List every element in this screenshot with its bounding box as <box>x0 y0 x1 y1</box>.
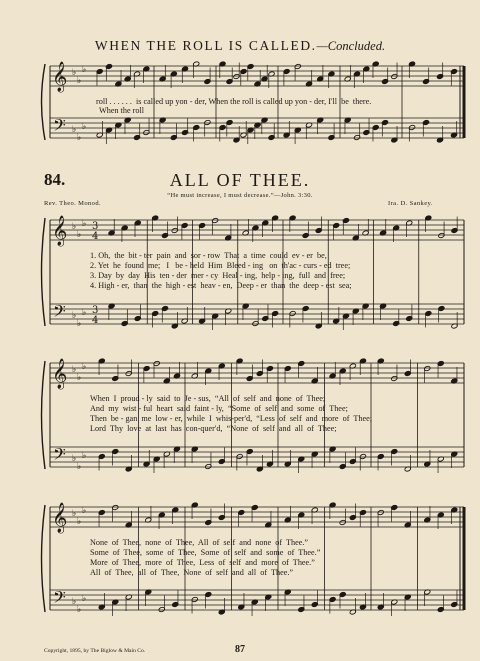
copyright-notice: Copyright, 1895, by The Biglow & Main Co. <box>44 648 146 654</box>
time-signature: 4 <box>92 231 99 242</box>
verse-line: 2. Yet he found me; I be - held Him Bleed - ing on th'ac - curs - ed tree; <box>90 261 351 270</box>
treble-clef-icon: 𝄞 <box>52 62 68 92</box>
flat-icon: ♭ <box>72 365 77 375</box>
flat-icon: ♭ <box>77 76 82 86</box>
hymn-author: Rev. Theo. Monod. <box>44 200 101 207</box>
top-lyric-line: roll . . . . . . is called up yon - der, When the roll is called up yon - der, I'll be there. <box>96 97 372 106</box>
verse-line: 4. High - er, than the high - est heav - en, Deep - er than the deep - est sea; <box>90 281 352 290</box>
flat-icon: ♭ <box>82 594 87 604</box>
verse-line: Then be - gan me low - er, while I whis-per'd, “Less of self and more of Thee; <box>90 414 373 423</box>
treble-clef-icon: 𝄞 <box>52 359 68 389</box>
bass-clef-icon: 𝄢 <box>53 115 66 139</box>
verse-line: Lord Thy love at last has con-quer'd, “None of self and all of Thee; <box>90 424 337 433</box>
flat-icon: ♭ <box>77 133 82 143</box>
verse-line: And my wist - ful heart said faint - ly, “Some of self and some of Thee; <box>90 404 348 413</box>
continued-hymn-name: WHEN THE ROLL IS CALLED. <box>94 38 317 53</box>
bass-clef-icon: 𝄢 <box>53 444 66 468</box>
hymn-number: 84. <box>44 170 66 189</box>
flat-icon: ♭ <box>72 311 77 321</box>
brace <box>42 64 46 140</box>
flat-icon: ♭ <box>72 597 77 607</box>
time-signature: 3 <box>92 305 99 316</box>
concluded-label: —Concluded. <box>316 39 386 53</box>
flat-icon: ♭ <box>77 373 82 383</box>
flat-icon: ♭ <box>72 454 77 464</box>
flat-icon: ♭ <box>82 451 87 461</box>
time-signature: 3 <box>92 221 99 232</box>
brace <box>42 505 46 612</box>
page-number: 87 <box>235 644 245 655</box>
verse-line: When I proud - ly said to Je - sus, “All of self and none of Thee; <box>90 394 326 403</box>
bass-clef-icon: 𝄢 <box>53 587 66 611</box>
flat-icon: ♭ <box>72 68 77 78</box>
bass-clef-icon: 𝄢 <box>53 301 66 325</box>
treble-clef-icon: 𝄞 <box>52 216 68 246</box>
brace <box>42 361 46 469</box>
scripture-epigraph: “He must increase, I must decrease.”—John. 3:30. <box>167 192 313 199</box>
flat-icon: ♭ <box>77 319 82 329</box>
refrain-line: None of Thee, none of Thee, All of self and none of Thee.” <box>90 538 309 547</box>
flat-icon: ♭ <box>82 308 87 318</box>
flat-icon: ♭ <box>82 506 87 516</box>
flat-icon: ♭ <box>72 125 77 135</box>
refrain-line: More of Thee, more of Thee, Less of self and more of Thee.” <box>90 558 315 567</box>
hymn-title: ALL OF THEE. <box>169 170 311 190</box>
time-signature: 4 <box>92 315 99 326</box>
flat-icon: ♭ <box>77 605 82 615</box>
treble-clef-icon: 𝄞 <box>52 503 68 533</box>
continued-hymn-title <box>0 38 480 54</box>
flat-icon: ♭ <box>82 362 87 372</box>
flat-icon: ♭ <box>82 122 87 132</box>
flat-icon: ♭ <box>82 65 87 75</box>
flat-icon: ♭ <box>72 222 77 232</box>
refrain-line: All of Thee, all of Thee, None of self and all of Thee.” <box>90 568 294 577</box>
flat-icon: ♭ <box>72 509 77 519</box>
flat-icon: ♭ <box>77 230 82 240</box>
hymn-composer: Ira. D. Sankey. <box>388 200 433 207</box>
brace <box>42 218 46 326</box>
flat-icon: ♭ <box>77 517 82 527</box>
refrain-line: Some of Thee, some of Thee, Some of self and some of Thee.” <box>90 548 321 557</box>
verse-line: 3. Day by day His ten - der mer - cy Heal - ing, help - ing, full and free; <box>90 271 346 280</box>
verse-line: 1. Oh, the bit - ter pain and sor - row That a time could ev - er be, <box>90 251 327 260</box>
top-lyric-line-bass: When the roll <box>99 106 145 115</box>
flat-icon: ♭ <box>77 462 82 472</box>
flat-icon: ♭ <box>82 219 87 229</box>
